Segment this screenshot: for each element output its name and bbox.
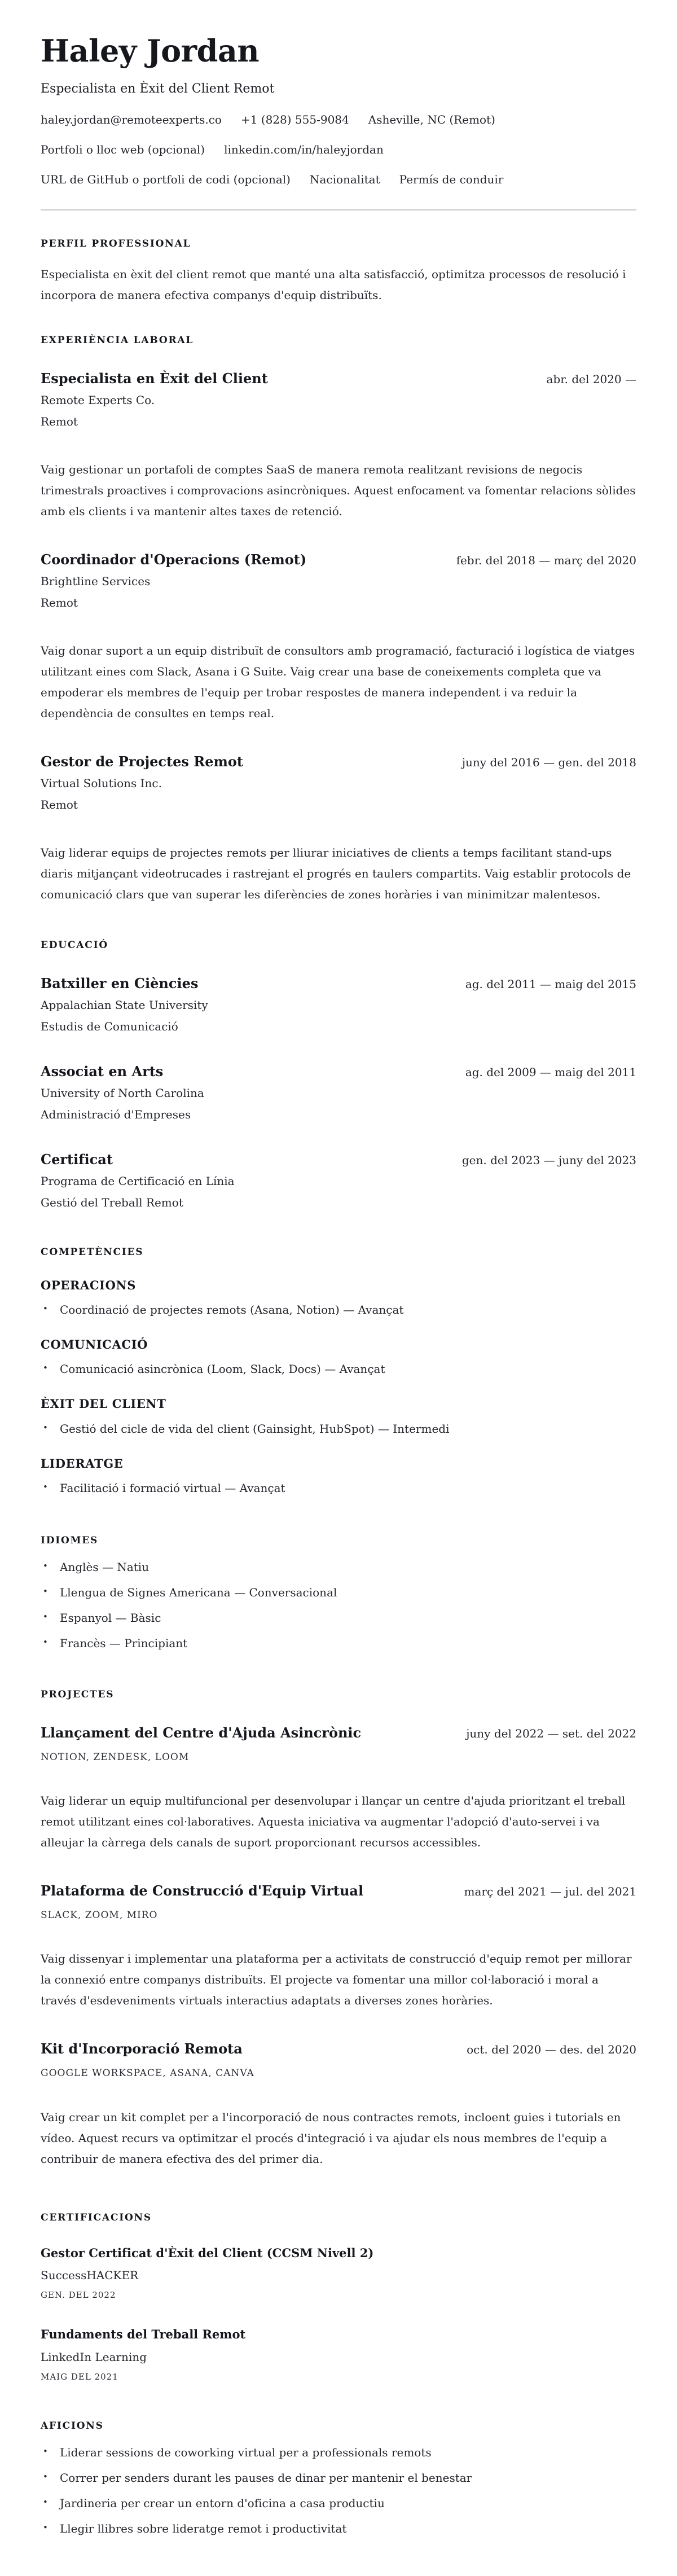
contact-linkedin: linkedin.com/in/haleyjordan bbox=[224, 143, 384, 157]
project-description: Vaig dissenyar i implementar una plataforma per a activitats de construcció d'equip remot per millorar la connexió entre companys distribuïts. El projecte va fomentar una millor col·laboració i moral a través d'esdeveniments virtuals interactius adaptats a diverses zones horàries. bbox=[41, 1952, 632, 2008]
education-institution: Programa de Certificació en Línia bbox=[41, 1174, 235, 1188]
degree-title: Certificat bbox=[41, 1151, 113, 1168]
skill-group-list bbox=[41, 1421, 636, 1437]
languages-list bbox=[41, 1559, 636, 1651]
contact-row-1 bbox=[41, 112, 636, 127]
education-entry bbox=[41, 975, 636, 1034]
job-company: Virtual Solutions Inc. bbox=[41, 776, 162, 790]
project-dates: juny del 2022 — set. del 2022 bbox=[466, 1727, 636, 1741]
certification-issuer: LinkedIn Learning bbox=[41, 2350, 147, 2364]
education-field: Estudis de Comunicació bbox=[41, 1019, 178, 1033]
hobby-item: • Jardineria per crear un entorn d'oficina a casa productiu bbox=[41, 2495, 636, 2511]
section-certifications bbox=[41, 2211, 636, 2383]
certifications-heading: CERTIFICACIONS bbox=[41, 2211, 152, 2223]
hobby-item: • Liderar sessions de coworking virtual per a professionals remots bbox=[41, 2445, 636, 2460]
job-description: Vaig gestionar un portafoli de comptes SaaS de manera remota realitzant revisions de negocis trimestrals proactives i comprovacions asincròniques. Aquest enfocament va fomentar relacions sòlides amb els clients i va mantenir altes taxes de retenció. bbox=[41, 462, 636, 518]
profile-summary: Especialista en èxit del client remot que manté una alta satisfacció, optimitza processos de resolució i incorpora de manera efectiva companys d'equip distribuïts. bbox=[41, 267, 626, 302]
job-location: Remot bbox=[41, 414, 78, 428]
skill-item: • Facilitació i formació virtual — Avançat bbox=[41, 1480, 636, 1496]
language-item: • Francès — Principiant bbox=[41, 1635, 636, 1651]
project-entry-head bbox=[41, 2040, 636, 2057]
job-location: Remot bbox=[41, 595, 78, 609]
skill-group-list bbox=[41, 1302, 636, 1318]
section-education bbox=[41, 939, 636, 1210]
skill-item: • Gestió del cicle de vida del client (Gainsight, HubSpot) — Intermedi bbox=[41, 1421, 636, 1437]
degree-title: Associat en Arts bbox=[41, 1063, 164, 1079]
education-institution: University of North Carolina bbox=[41, 1086, 204, 1100]
hobbies-heading: AFICIONS bbox=[41, 2420, 104, 2432]
contact-github: URL de GitHub o portfoli de codi (opcional) bbox=[41, 173, 291, 187]
job-entry-head bbox=[41, 753, 636, 770]
section-profile bbox=[41, 238, 636, 305]
contact-driving-license: Permís de conduir bbox=[399, 173, 504, 187]
project-entry bbox=[41, 1882, 636, 2011]
job-title: Gestor de Projectes Remot bbox=[41, 753, 243, 770]
contact-email: haley.jordan@remoteexperts.co bbox=[41, 113, 222, 127]
skill-item: • Coordinació de projectes remots (Asana, Notion) — Avançat bbox=[41, 1302, 636, 1318]
job-title: Especialista en Èxit del Client bbox=[41, 370, 268, 387]
job-company: Remote Experts Co. bbox=[41, 393, 155, 407]
project-description: Vaig liderar un equip multifuncional per desenvolupar i llançar un centre d'ajuda prioritzant el treball remot utilitzant eines col·laboratives. Aquesta iniciativa va augmentar l'adopció d'auto-servei i va alleujar la càrrega dels canals de suport proporcionant recursos accessibles. bbox=[41, 1794, 626, 1850]
certification-issuer: SuccessHACKER bbox=[41, 2268, 139, 2282]
contact-row-2 bbox=[41, 142, 636, 157]
education-entry-head bbox=[41, 1151, 636, 1168]
language-item: • Espanyol — Bàsic bbox=[41, 1610, 636, 1626]
section-languages bbox=[41, 1534, 636, 1651]
certification-date: GEN. DEL 2022 bbox=[41, 2289, 116, 2300]
education-institution: Appalachian State University bbox=[41, 998, 208, 1012]
person-job-title: Especialista en Èxit del Client Remot bbox=[41, 81, 275, 96]
job-description: Vaig liderar equips de projectes remots per lliurar iniciatives de clients a temps facilitant stand-ups diaris mitjançant videotrucades i rastrejant el progrés en taulers compartits. Vaig establir protocols de comunicació clars que van superar les diferències de zones horàries i van minimitzar malentesos. bbox=[41, 845, 631, 901]
education-dates: gen. del 2023 — juny del 2023 bbox=[461, 1153, 636, 1167]
job-location: Remot bbox=[41, 797, 78, 811]
education-field: Administració d'Empreses bbox=[41, 1107, 191, 1121]
job-entry-head bbox=[41, 551, 636, 568]
person-name: Haley Jordan bbox=[41, 33, 260, 69]
skill-group-list bbox=[41, 1480, 636, 1496]
project-tools: GOOGLE WORKSPACE, ASANA, CANVA bbox=[41, 2068, 254, 2079]
education-field: Gestió del Treball Remot bbox=[41, 1195, 183, 1209]
project-dates: oct. del 2020 — des. del 2020 bbox=[467, 2043, 636, 2057]
skills-heading: COMPETÈNCIES bbox=[41, 1246, 144, 1258]
project-entry-head bbox=[41, 1882, 636, 1899]
project-title: Kit d'Incorporació Remota bbox=[41, 2040, 243, 2057]
project-dates: març del 2021 — jul. del 2021 bbox=[464, 1885, 636, 1899]
skill-group-list bbox=[41, 1361, 636, 1377]
project-description: Vaig crear un kit complet per a l'incorporació de nous contractes remots, incloent guies i tutorials en vídeo. Aquest recurs va optimitzar el procés d'integració i va ajudar els nous membres de l'equip a contribuir de manera efectiva des del primer dia. bbox=[41, 2110, 621, 2166]
job-dates: juny del 2016 — gen. del 2018 bbox=[461, 755, 636, 769]
section-skills bbox=[41, 1246, 636, 1496]
skill-group-name: COMUNICACIÓ bbox=[41, 1337, 148, 1352]
skill-item: • Comunicació asincrònica (Loom, Slack, Docs) — Avançat bbox=[41, 1361, 636, 1377]
hobbies-list bbox=[41, 2445, 636, 2536]
hobby-item: • Llegir llibres sobre lideratge remot i productivitat bbox=[41, 2521, 636, 2536]
contact-portfolio: Portfoli o lloc web (opcional) bbox=[41, 143, 205, 157]
job-entry bbox=[41, 753, 636, 905]
hobby-item: • Correr per senders durant les pauses de dinar per mantenir el benestar bbox=[41, 2470, 636, 2486]
skill-group-name: LIDERATGE bbox=[41, 1456, 124, 1471]
resume-header bbox=[41, 33, 636, 187]
contact-phone: +1 (828) 555-9084 bbox=[240, 113, 349, 127]
job-dates: abr. del 2020 — bbox=[546, 372, 636, 386]
certification-title: Fundaments del Treball Remot bbox=[41, 2327, 246, 2342]
job-description: Vaig donar suport a un equip distribuït de consultors amb programació, facturació i logística de viatges utilitzant eines com Slack, Asana i G Suite. Vaig crear una base de coneixements completa que va empoderar els membres de l'equip per trobar respostes de manera independent i va reduir la dependència de consultes en temps real. bbox=[41, 643, 635, 720]
language-item: • Anglès — Natiu bbox=[41, 1559, 636, 1575]
header-divider bbox=[41, 209, 636, 210]
project-entry bbox=[41, 1724, 636, 1853]
degree-title: Batxiller en Ciències bbox=[41, 975, 199, 991]
section-experience bbox=[41, 334, 636, 905]
education-dates: ag. del 2011 — maig del 2015 bbox=[465, 977, 636, 991]
experience-heading: EXPERIÈNCIA LABORAL bbox=[41, 334, 194, 346]
language-item: • Llengua de Signes Americana — Conversacional bbox=[41, 1585, 636, 1600]
education-heading: EDUCACIÓ bbox=[41, 939, 108, 951]
certification-entry bbox=[41, 2327, 636, 2382]
project-title: Llançament del Centre d'Ajuda Asincrònic bbox=[41, 1724, 362, 1741]
projects-heading: PROJECTES bbox=[41, 1689, 115, 1701]
project-entry-head bbox=[41, 1724, 636, 1741]
project-entry bbox=[41, 2040, 636, 2169]
contact-nationality: Nacionalitat bbox=[309, 173, 380, 187]
languages-heading: IDIOMES bbox=[41, 1535, 99, 1547]
job-entry-head bbox=[41, 370, 636, 387]
project-title: Plataforma de Construcció d'Equip Virtual bbox=[41, 1882, 364, 1899]
section-projects bbox=[41, 1688, 636, 2169]
education-entry-head bbox=[41, 975, 636, 992]
education-entry-head bbox=[41, 1063, 636, 1080]
education-entry bbox=[41, 1063, 636, 1122]
education-entry bbox=[41, 1151, 636, 1210]
certification-title: Gestor Certificat d'Èxit del Client (CCSM Nivell 2) bbox=[41, 2245, 374, 2260]
job-dates: febr. del 2018 — març del 2020 bbox=[456, 553, 636, 567]
certification-entry bbox=[41, 2245, 636, 2301]
job-entry bbox=[41, 370, 636, 522]
job-company: Brightline Services bbox=[41, 574, 151, 588]
education-dates: ag. del 2009 — maig del 2011 bbox=[465, 1065, 636, 1079]
project-tools: NOTION, ZENDESK, LOOM bbox=[41, 1752, 190, 1763]
contact-row-3 bbox=[41, 172, 636, 187]
profile-heading: PERFIL PROFESSIONAL bbox=[41, 238, 191, 250]
job-title: Coordinador d'Operacions (Remot) bbox=[41, 551, 307, 568]
job-entry bbox=[41, 551, 636, 724]
skill-group-name: OPERACIONS bbox=[41, 1278, 137, 1292]
certification-date: MAIG DEL 2021 bbox=[41, 2371, 118, 2382]
skill-group-name: ÈXIT DEL CLIENT bbox=[41, 1397, 166, 1411]
section-hobbies bbox=[41, 2420, 636, 2536]
project-tools: SLACK, ZOOM, MIRO bbox=[41, 1910, 158, 1921]
contact-location: Asheville, NC (Remot) bbox=[368, 113, 495, 127]
